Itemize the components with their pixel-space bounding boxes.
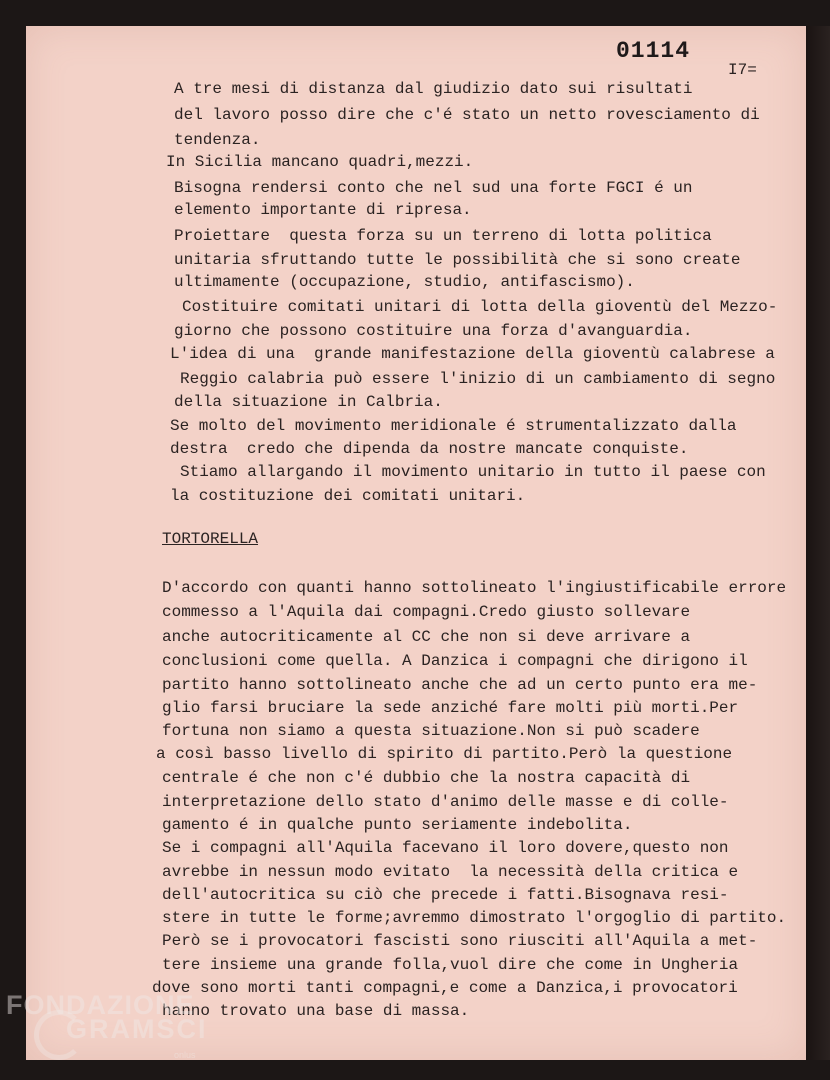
text-line: Proiettare questa forza su un terreno di lotta politica [174,227,712,245]
text-line: Se i compagni all'Aquila facevano il loro dovere,questo non [162,839,729,857]
text-line: gamento é in qualche punto seriamente indebolita. [162,816,633,834]
text-line: tere insieme una grande folla,vuol dire che come in Ungheria [162,956,739,974]
text-line: L'idea di una grande manifestazione della gioventù calabrese a [170,345,775,363]
text-line: Costituire comitati unitari di lotta della gioventù del Mezzo- [182,298,778,316]
fondazione-gramsci-watermark [6,990,206,1070]
text-line: unitaria sfruttando tutte le possibilità che si sono create [174,251,741,269]
text-line: In Sicilia mancano quadri,mezzi. [166,153,474,171]
text-line: elemento importante di ripresa. [174,201,472,219]
text-line: hanno trovato una base di massa. [162,1002,470,1020]
text-line: dove sono morti tanti compagni,e come a Danzica,i provocatori [152,979,738,997]
text-line: D'accordo con quanti hanno sottolineato l'ingiustificabile errore [162,579,787,597]
watermark-line-1: FONDAZIONE [6,990,195,1020]
text-line: Bisogna rendersi conto che nel sud una forte FGCI é un [174,179,693,197]
text-line: commesso a l'Aquila dai compagni.Credo giusto sollevare [162,603,691,621]
speaker-heading: TORTORELLA [162,530,259,548]
text-line: ultimamente (occupazione, studio, antifascismo). [174,273,635,291]
text-line: destra credo che dipenda da nostre mancate conquiste. [170,440,689,458]
text-line: Reggio calabria può essere l'inizio di un cambiamento di segno [180,370,776,388]
text-line: la costituzione dei comitati unitari. [170,487,526,505]
text-line: interpretazione dello stato d'animo delle masse e di colle- [162,793,729,811]
text-line: Però se i provocatori fascisti sono riusciti all'Aquila a met- [162,932,758,950]
text-line: dell'autocritica su ciò che precede i fatti.Bisognava resi- [162,886,729,904]
watermark-line-3: onlus [174,1050,196,1060]
text-line: A tre mesi di distanza dal giudizio dato sui risultati [174,80,693,98]
text-line: glio farsi bruciare la sede anziché fare molti più morti.Per [162,699,739,717]
text-line: giorno che possono costituire una forza d'avanguardia. [174,322,693,340]
text-line: avrebbe in nessun modo evitato la necessità della critica e [162,863,739,881]
text-line: della situazione in Calbria. [174,393,443,411]
page-edge [806,26,830,1060]
text-line: conclusioni come quella. A Danzica i compagni che dirigono il [162,652,748,670]
text-line: a così basso livello di spirito di partito.Però la questione [156,745,733,763]
page-number: I7= [728,61,757,79]
text-line: del lavoro posso dire che c'é stato un netto rovesciamento di [174,106,760,124]
text-line: tendenza. [174,131,261,149]
text-line: partito hanno sottolineato anche che ad un certo punto era me- [162,676,758,694]
text-line: Se molto del movimento meridionale é strumentalizzato dalla [170,417,737,435]
document-number: 01114 [616,38,691,64]
watermark-line-2: GRAMSCI [66,1014,208,1044]
text-line: Stiamo allargando il movimento unitario in tutto il paese con [180,463,766,481]
text-line: fortuna non siamo a questa situazione.Non si può scadere [162,722,700,740]
text-line: anche autocriticamente al CC che non si deve arrivare a [162,628,691,646]
text-line: centrale é che non c'é dubbio che la nostra capacità di [162,769,691,787]
text-line: stere in tutte le forme;avremmo dimostrato l'orgoglio di partito. [162,909,787,927]
